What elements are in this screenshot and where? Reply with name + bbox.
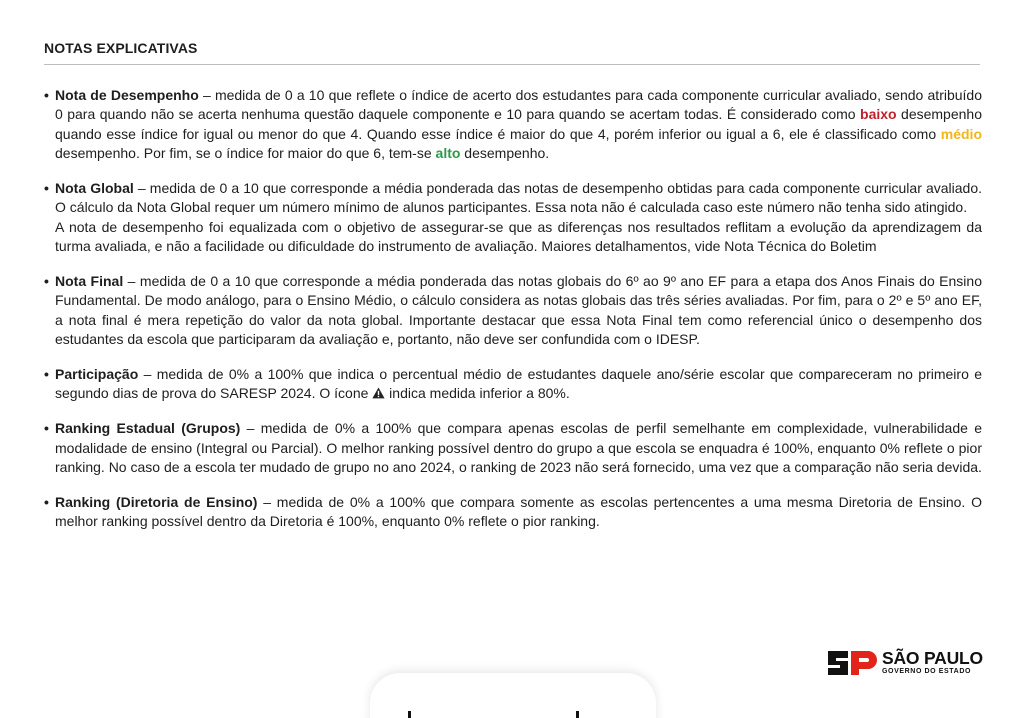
bullet: •	[44, 493, 49, 510]
note-description: – medida de 0% a 100% que indica o percentual médio de estudantes daquele ano/série escolar que compareceram no primeiro e segundo dias de prova do SARESP 2024. O ícone	[55, 366, 982, 402]
note-nota-final	[44, 272, 982, 350]
level-low: baixo	[860, 106, 897, 123]
note-description: desempenho. Por fim, se o índice for maior do que 6, tem-se	[55, 145, 436, 162]
bullet: •	[44, 366, 49, 383]
logo-subtitle: GOVERNO DO ESTADO	[882, 667, 972, 675]
note-text	[55, 272, 982, 350]
note-description: – medida de 0 a 10 que reflete o índice de acerto dos estudantes para cada componente curricular avaliado, sendo atribuído 0 para quando não se acerta nenhuma questão daquele componente e 10 para quando se acertam todas. É considerado como	[55, 87, 983, 123]
note-text	[55, 179, 982, 257]
sao-paulo-logo	[826, 648, 986, 678]
note-nota-de-desempenho	[44, 86, 982, 164]
note-description: desempenho quando esse índice for igual ou menor do que 4. Quando esse índice é maior do que 4, porém inferior ou igual a 6, ele é classificado como	[55, 106, 982, 142]
logo-title: SÃO PAULO	[882, 647, 983, 668]
warning-icon	[372, 387, 385, 399]
note-ranking-diretoria	[44, 493, 982, 532]
bullet: •	[44, 273, 49, 290]
note-text	[55, 419, 982, 477]
note-term: Ranking Estadual (Grupos)	[55, 420, 241, 437]
note-description: – medida de 0 a 10 que corresponde a média ponderada das notas de desempenho obtidas para cada componente curricular avaliado. O cálculo da Nota Global requer um número mínimo de alunos participantes. Essa nota não é calculada caso este número não tenha sido atingido.	[55, 180, 982, 216]
level-high: alto	[435, 145, 461, 162]
note-description: indica medida inferior a 80%.	[385, 385, 570, 402]
bullet: •	[44, 420, 49, 437]
note-term: Nota Final	[55, 273, 124, 290]
note-term: Nota Global	[55, 180, 134, 197]
level-mid: médio	[940, 125, 982, 142]
note-text	[55, 365, 982, 404]
note-ranking-estadual	[44, 419, 982, 477]
note-term: Ranking (Diretoria de Ensino)	[55, 493, 258, 510]
card-tick-mark	[576, 711, 579, 718]
note-text	[55, 86, 982, 164]
note-description: desempenho.	[460, 145, 550, 162]
bullet: •	[44, 87, 49, 103]
note-description: – medida de 0% a 100% que compara somente as escolas pertencentes a uma mesma Diretoria de Ensino. O melhor ranking possível dentro da Diretoria é 100%, enquanto 0% reflete o pior ranking.	[55, 493, 982, 530]
explanatory-notes-list	[44, 86, 982, 547]
sp-logo-icon	[826, 649, 878, 677]
note-nota-global	[44, 179, 982, 257]
note-term: Participação	[55, 366, 139, 383]
note-description: – medida de 0 a 10 que corresponde a média ponderada das notas globais do 6º ao 9º ano EF para a etapa dos Anos Finais do Ensino Fundamental. De modo análogo, para o Ensino Médio, o cálculo considera as notas globais das três séries avaliadas. Por fim, para o 2º e 5º ano EF, a nota final é mera repetição do valor da nota global. Importante destacar que essa Nota Final tem como referencial único o desempenho dos estudantes da escola que participaram da avaliação e, portanto, não deve ser confundida com o IDESP.	[55, 273, 982, 348]
note-term: Nota de Desempenho	[55, 87, 199, 103]
card-tick-mark	[408, 711, 411, 718]
bottom-overlay-card	[370, 673, 656, 718]
note-description-continued: A nota de desempenho foi equalizada com o objetivo de assegurar-se que as diferenças nos resultados reflitam a evolução da aprendizagem da turma avaliada, e não a facilidade ou dificuldade do instrumento de avaliação. Maiores detalhamentos, vide Nota Técnica do Boletim	[55, 218, 982, 255]
note-description: – medida de 0% a 100% que compara apenas escolas de perfil semelhante em complexidade, vulnerabilidade e modalidade de ensino (Integral ou Parcial). O melhor ranking possível dentro do grupo a que escola se enquadra é 100%, enquanto 0% reflete o pior ranking. No caso de a escola ter mudado de grupo no ano 2024, o ranking de 2023 não será fornecido, uma vez que a comparação não seria devida.	[55, 420, 983, 476]
note-participacao	[44, 365, 982, 404]
note-text	[55, 493, 982, 532]
bullet: •	[44, 180, 49, 197]
section-heading: NOTAS EXPLICATIVAS	[44, 40, 980, 65]
logo-text	[882, 647, 983, 677]
